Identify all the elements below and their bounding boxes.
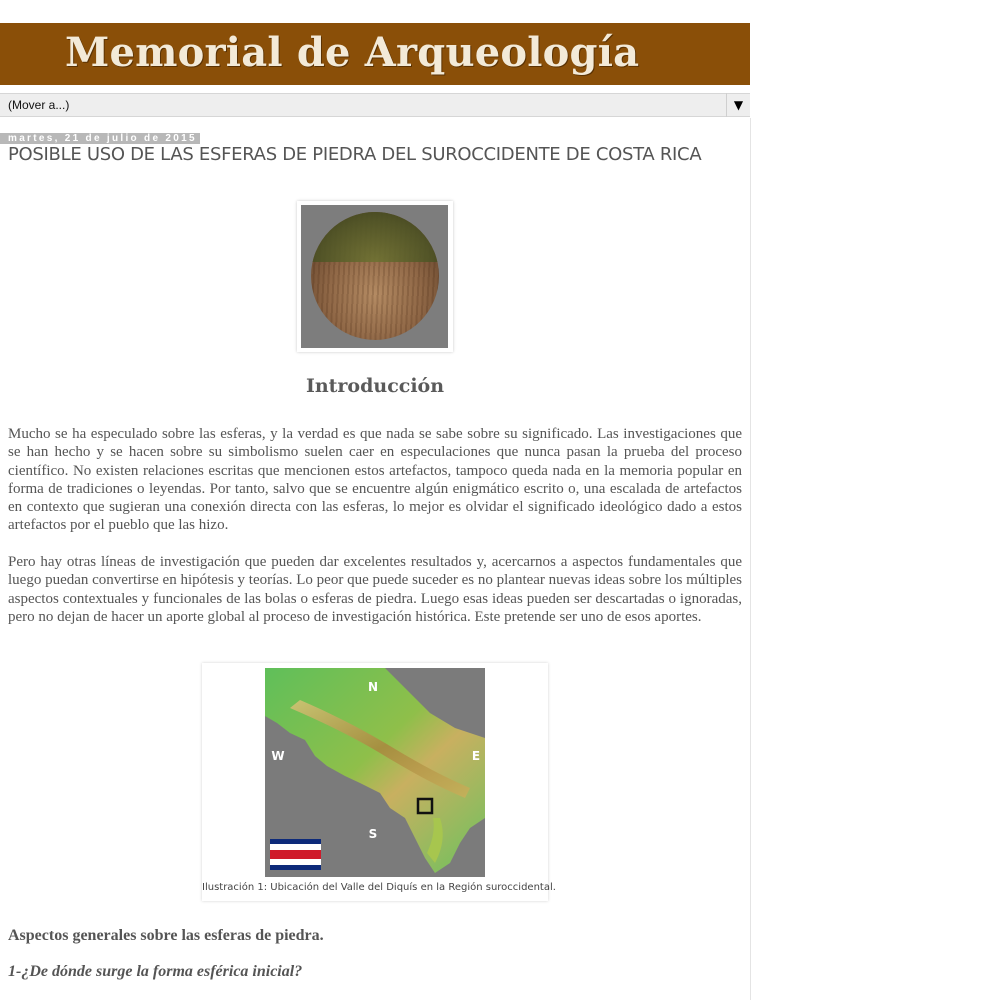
post-title[interactable]: POSIBLE USO DE LAS ESFERAS DE PIEDRA DEL SUROCCIDENTE DE COSTA RICA bbox=[8, 144, 702, 165]
content-divider bbox=[750, 118, 751, 1000]
compass-north: N bbox=[367, 680, 379, 694]
compass-west: W bbox=[271, 749, 285, 763]
costa-rica-map-figure[interactable] bbox=[202, 663, 556, 901]
compass-east: E bbox=[471, 749, 481, 763]
map-caption: Ilustración 1: Ubicación del Valle del Diquís en la Región suroccidental. bbox=[202, 882, 556, 893]
dropdown-arrow-icon[interactable]: ▼ bbox=[726, 93, 750, 117]
body-paragraph-2: Pero hay otras líneas de investigación que pueden dar excelentes resultados y, acercarnos a aspectos fundamentales que luego puedan convertirse en hipótesis y teorías. Lo peor que puede suceder es no plantear nuevas ideas sobre los múltiples aspectos contextuales y funcionales de las bolas o esferas de piedra. Luego esas ideas pueden ser descartadas o ignoradas, pero no dejan de hacer un aporte global al proceso de investigación histórica. Este pretende ser uno de esos aportes. bbox=[8, 554, 742, 625]
nav-select-label[interactable]: (Mover a...) bbox=[8, 98, 70, 112]
stone-sphere-image bbox=[311, 212, 439, 340]
intro-heading: Introducción bbox=[305, 375, 445, 397]
body-paragraph-1: Mucho se ha especulado sobre las esferas, y la verdad es que nada se sabe sobre su significado. Las investigaciones que se han hecho y se hacen sobre su simbolismo suelen caer en especulaciones que nunca pasan la prueba del proceso científico. No existen relaciones escritas que mencionen estos artefactos, tampoco queda nada en la memoria popular en forma de tradiciones o leyendas. Por tanto, salvo que se encuentre algún enigmático escrito o, una escalada de artefactos en contexto que sugieran una conexión directa con las esferas, lo mejor es olvidar el significado ideológico dado a estos artefactos por el pueblo que las hizo. bbox=[8, 426, 742, 534]
photo-background bbox=[301, 205, 448, 348]
blog-header-banner[interactable] bbox=[0, 23, 750, 85]
section-subheading: Aspectos generales sobre las esferas de piedra. bbox=[8, 927, 324, 944]
mobile-nav-select[interactable] bbox=[0, 93, 750, 117]
costa-rica-relief-map bbox=[265, 668, 485, 877]
blog-title[interactable]: Memorial de Arqueología bbox=[65, 29, 640, 76]
costa-rica-flag bbox=[270, 839, 321, 870]
compass-south: S bbox=[368, 827, 378, 841]
post-date: martes, 21 de julio de 2015 bbox=[0, 133, 200, 144]
question-heading-1: 1-¿De dónde surge la forma esférica inicial? bbox=[8, 963, 303, 980]
sphere-moss bbox=[311, 212, 439, 262]
stone-sphere-photo[interactable] bbox=[297, 201, 453, 352]
